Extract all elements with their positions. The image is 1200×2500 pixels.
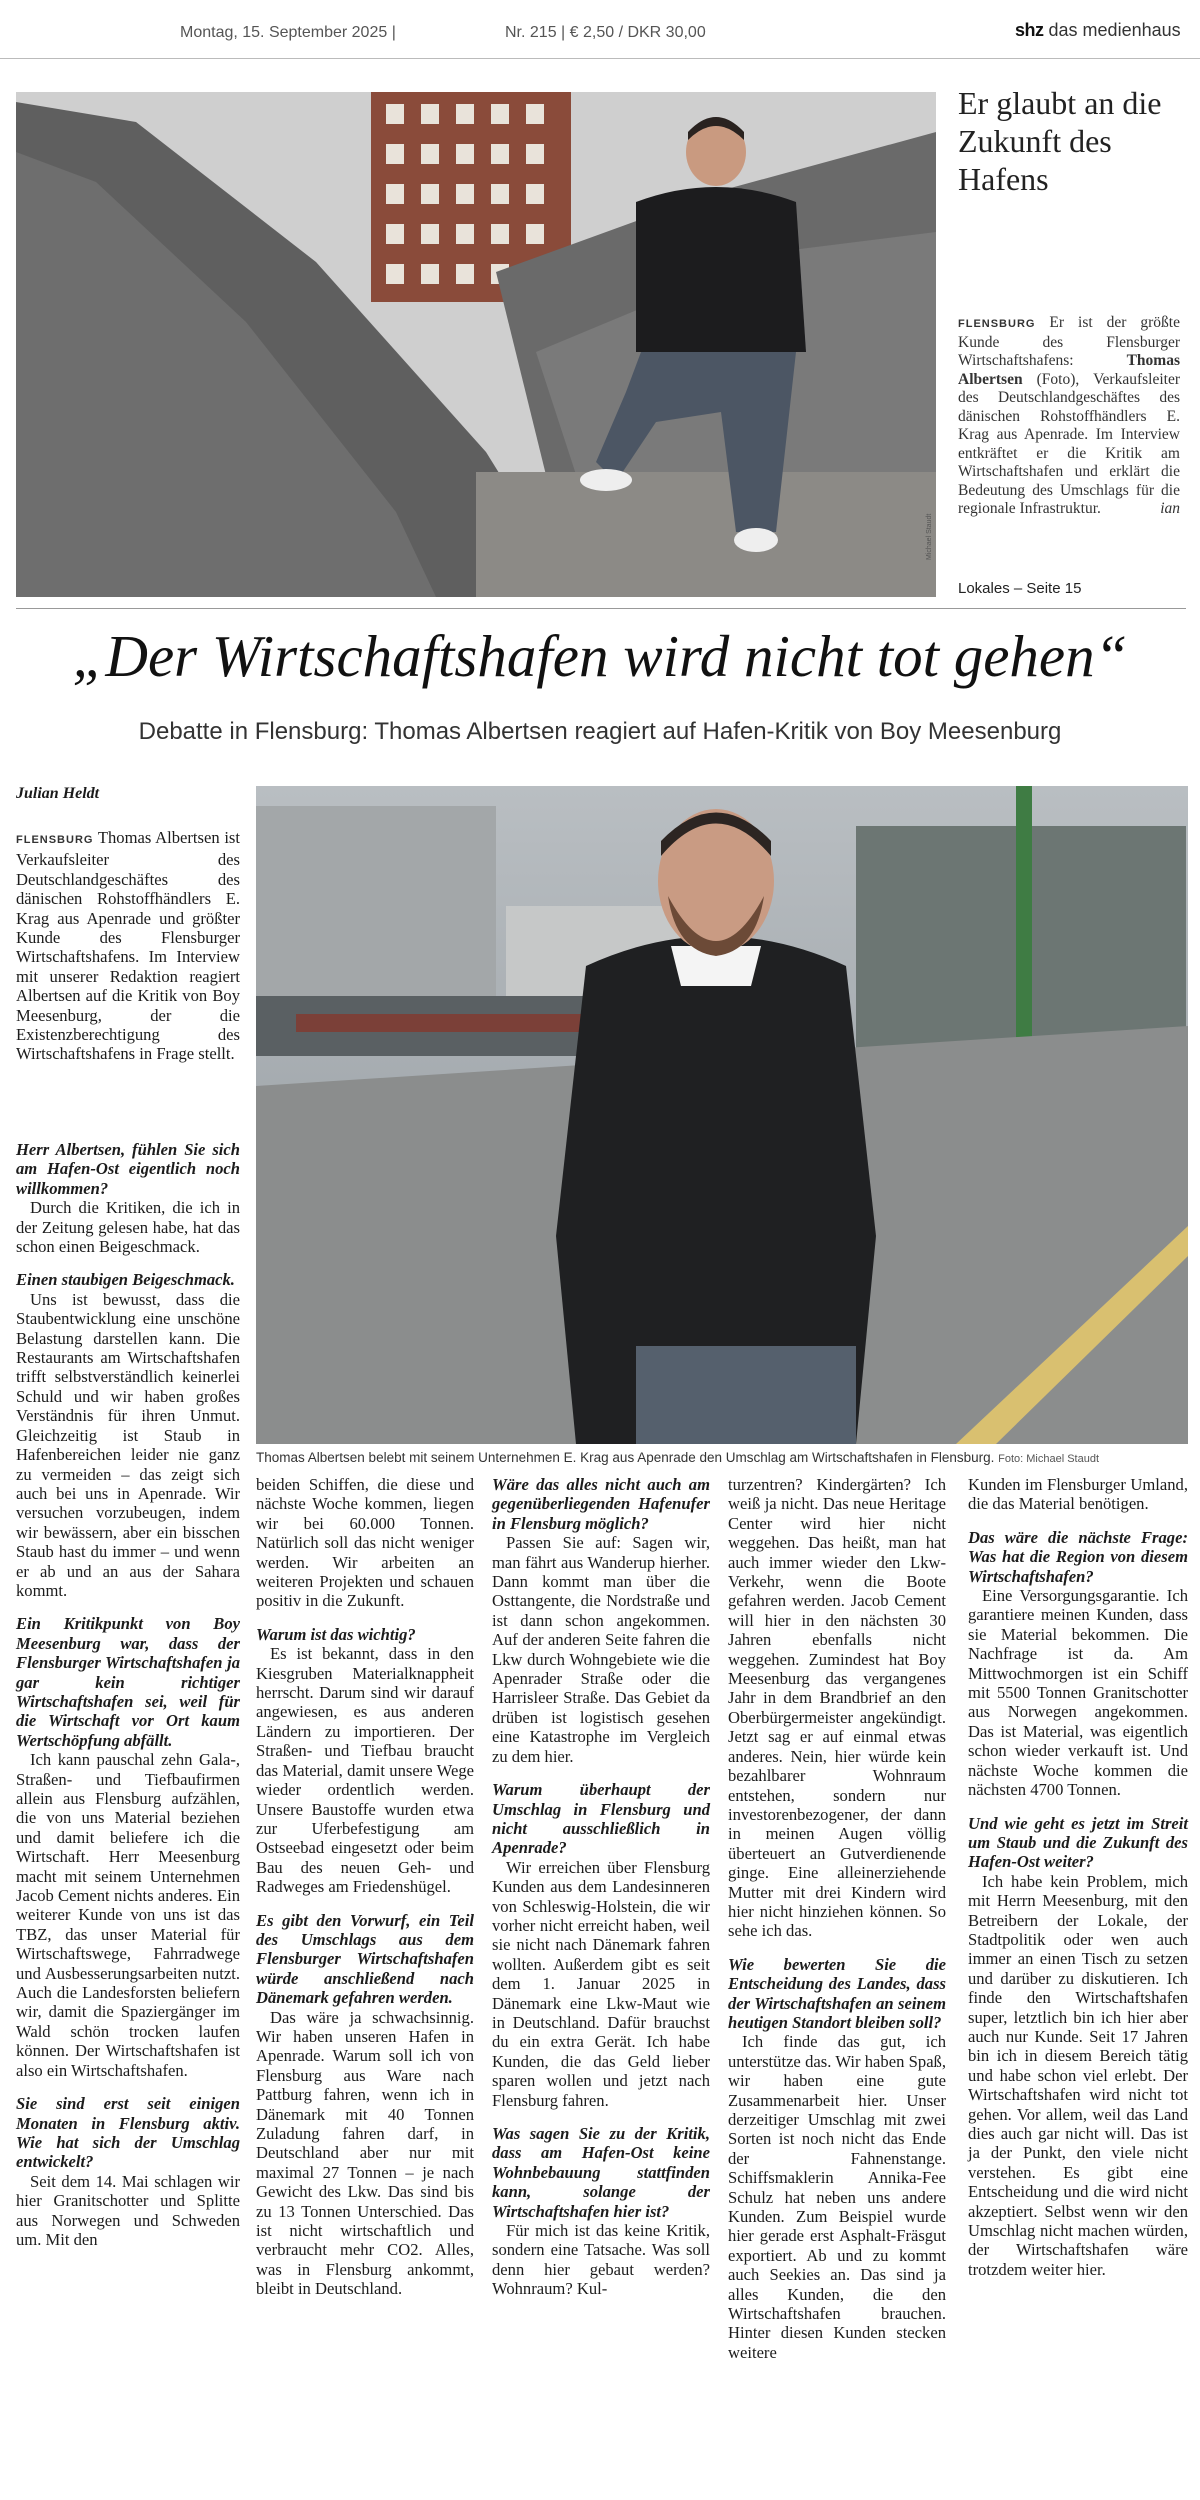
teaser-page-reference[interactable]: Lokales – Seite 15: [958, 580, 1082, 597]
interview-answer: Ich habe kein Problem, mich mit Herrn Meesenburg, mit den Betreibern der Lokale, der Stadtpolitik oder wen auch immer an einen Tisch zu setzen und darüber zu diskutieren. Ich finde den Wirtschaftshafen super, letztlich bin ich hier aber auch nur Kunde. Seit 17 Jahren bin ich in diesem Bereich tätig und habe schon viel erlebt. Der Wirtschaftshafen wird nicht tot gehen. Vor allem, weil das Land dies auch gar nicht will. Das ist ja der Punkt, den viele nicht verstehen. Es gibt eine Entscheidung und die wird nicht akzeptiert. Selbst wenn wir den Umschlag nicht machen würden, der Wirtschaftshafen wäre trotzdem weiter hier.: [968, 1871, 1188, 2279]
article-column-1: [16, 828, 240, 1064]
masthead: [0, 0, 1200, 59]
interview-answer: Seit dem 14. Mai schlagen wir hier Granitschotter und Splitte aus Norwegen und Schweden um. Mit den: [16, 2171, 240, 2249]
publisher-logo[interactable]: [1015, 20, 1181, 41]
interview-answer: Uns ist bewusst, dass die Staubentwicklung eine unschöne Belastung darstellen kann. Die Restaurants am Wirtschaftshafen trifft selbstverständlich keinerlei Schuld und wir haben großes Verständnis für ihren Unmut. Gleichzeitig ist Staub in Hafenbereichen leider nie ganz zu vermeiden – das zeigt sich auch bei uns in Apenrade. Wir versuchen vorzubeugen, indem wir bewässern, aber ein bisschen Staub hast du immer – und wenn er ab und an aus der Sahara kommt.: [16, 1289, 240, 1600]
interview-answer: Passen Sie auf: Sagen wir, man fährt aus Wanderup hierher. Dann kommt man über die Osttangente, die Nordstraße und ist dann schon angekommen. Auf der anderen Seite fahren die Lkw durch Wohngebiete wie die Apenrader Straße oder die Harrisleer Straße. Das Gebiet da drüben ist logistisch gesehen eine Katastrophe im Vergleich zu dem hier.: [492, 1533, 710, 1766]
teaser-photo: [16, 92, 936, 597]
photo-credit: Foto: Michael Staudt: [998, 1453, 1100, 1465]
article-column-1-cont: [16, 1126, 240, 2249]
interview-question: Und wie geht es jetzt im Streit um Staub und die Zukunft des Hafen-Ost weiter?: [968, 1813, 1188, 1872]
interview-question: Warum ist das wichtig?: [256, 1624, 416, 1644]
issue-date: Montag, 15. September 2025 |: [180, 24, 396, 41]
article-location: FLENSBURG: [16, 834, 94, 846]
article-headline: „Der Wirtschaftshafen wird nicht tot gehen“: [72, 623, 1128, 689]
interview-answer: Wir erreichen über Flensburg Kunden aus dem Landesinneren von Schleswig-Holstein, die wir vorher nicht erreicht haben, weil sie nicht nach Dänemark fahren wollten. Außerdem gibt es seit dem 1. Januar 2025 in Dänemark eine Lkw-Maut wie in Deutschland. Dafür brauchst du ein extra Gerät. Ich habe Kunden, die das Geld lieber sparen wollen und jetzt nach Flensburg fahren.: [492, 1857, 710, 2110]
article-column-4: [728, 1475, 946, 2362]
article-intro: FLENSBURG Thomas Albertsen ist Verkaufsleiter des Deutschlandgeschäftes des dänischen Rohstoffhändlers E. Krag aus Apenrade und größter Kunde des Flensburger Wirtschaftshafens. Im Interview mit unserer Redaktion reagiert Albertsen auf die Kritik von Boy Meesenburg, der die Existenzberechtigung des Wirtschaftshafens in Frage stellt.: [16, 828, 240, 1064]
interview-question: Wäre das alles nicht auch am gegenüberliegenden Hafenufer in Flensburg möglich?: [492, 1475, 710, 1533]
interview-answer: Kunden im Flensburger Umland, die das Material benötigen.: [968, 1475, 1188, 1514]
interview-answer: Das wäre ja schwachsinnig. Wir haben unseren Hafen in Apenrade. Warum soll ich von Flensburg aus Ware nach Pattburg fahren, wenn ich in Dänemark mit 40 Tonnen Zuladung fahren darf, in Deutschland aber nur mit maximal 27 Tonnen – je nach Gewicht des Lkw. Das sind bis zu 13 Tonnen Unterschied. Das ist nicht wirtschaftlich und verbraucht mehr CO2. Alles, was in Flensburg ankommt, bleibt in Deutschland.: [256, 2007, 474, 2299]
article-main-photo: [256, 786, 1188, 1444]
section-divider: [16, 608, 1186, 609]
photo-caption: [256, 1450, 1188, 1465]
teaser-text-pre: Er ist der größte Kunde des Flensburger Wirtschaftshafens:: [958, 314, 1180, 369]
photo-caption-text: Thomas Albertsen belebt mit seinem Unternehmen E. Krag aus Apenrade den Umschlag am Wirtschaftshafen in Flensburg.: [256, 1450, 995, 1465]
article-column-5: [968, 1475, 1188, 2279]
teaser-location: FLENSBURG: [958, 318, 1036, 330]
interview-question: Es gibt den Vorwurf, ein Teil des Umschlags aus dem Flensburger Wirtschaftshafen würde anschließend nach Dänemark gefahren werden.: [256, 1910, 474, 2008]
issue-number-price: Nr. 215 | € 2,50 / DKR 30,00: [505, 24, 706, 41]
interview-question: Sie sind erst seit einigen Monaten in Flensburg aktiv. Wie hat sich der Umschlag entwickelt?: [16, 2094, 240, 2172]
interview-question: Warum überhaupt der Umschlag in Flensburg und nicht ausschließlich in Apenrade?: [492, 1780, 710, 1858]
interview-answer: beiden Schiffen, die diese und nächste Woche kommen, liegen wir bei 60.000 Tonnen. Natürlich soll das nicht weniger werden. Wir arbeiten an weiteren Projekten und schauen positiv in die Zukunft.: [256, 1475, 474, 1611]
article-author: Julian Heldt: [16, 785, 100, 802]
teaser-photo-credit: Michael Staudt: [926, 513, 933, 560]
teaser-person-name: Thomas Albertsen: [958, 352, 1180, 388]
teaser-body: [958, 314, 1180, 519]
article-column-3: [492, 1475, 710, 2299]
teaser-headline[interactable]: Er glaubt an die Zukunft des Hafens: [958, 85, 1162, 197]
publisher-logo-suffix: das medienhaus: [1048, 20, 1181, 40]
interview-question: Das wäre die nächste Frage: Was hat die Region von diesem Wirtschaftshafen?: [968, 1527, 1188, 1586]
interview-answer: Ich kann pauschal zehn Gala-, Straßen- und Tiefbaufirmen allein aus Flensburg aufzählen, die von uns Material beziehen und damit beliefere ich die Wirtschaft. Herr Meesenburg macht mit seinem Unternehmen Jacob Cement nichts anderes. Ein weiterer Kunde von uns ist das TBZ, das unser Material für Wirtschaftswege, Fahrradwege und Ausbesserungsarbeiten nutzt. Auch die Landesforsten beliefern wir, damit die Spaziergänger im Wald schön trocken laufen können. Der Wirtschaftshafen ist also ein Wirtschaftshafen.: [16, 1750, 240, 2080]
interview-question: Einen staubigen Beigeschmack.: [16, 1270, 235, 1290]
teaser-text-post: (Foto), Verkaufsleiter des Deutschlandgeschäftes des dänischen Rohstoffhändlers E. Krag aus Apenrade. Im Interview entkräftet er die Kritik am Wirtschaftshafen und erklärt die Bedeutung des Umschlags für die regionale Infrastruktur.: [958, 370, 1180, 517]
interview-answer: Ich finde das gut, ich unterstütze das. Wir haben Spaß, wir haben eine gute Zusammenarbeit hier. Unser derzeitiger Umschlag mit zwei Sorten ist noch nicht das Ende der Fahnenstange. Schiffsmaklerin Annika-Fee Schulz hat neben uns andere Kunden. Zum Beispiel wurde hier gerade erst Asphalt-Fräsgut exportiert. Ab und zu kommt auch Seekies an. Das sind ja alles Kunden, die den Wirtschaftshafen brauchen. Hinter diesen Kunden stecken weitere: [728, 2032, 946, 2362]
interview-question: Herr Albertsen, fühlen Sie sich am Hafen-Ost eigentlich noch willkommen?: [16, 1140, 240, 1198]
interview-question: Was sagen Sie zu der Kritik, dass am Hafen-Ost keine Wohnbebauung stattfinden kann, solange der Wirtschaftshafen hier ist?: [492, 2124, 710, 2221]
interview-answer: Es ist bekannt, dass in den Kiesgruben Materialknappheit herrscht. Darum sind wir darauf angewiesen, es aus anderen Ländern zu importieren. Der Straßen- und Tiefbau braucht das Material, damit unsere Wege wieder ordentlich werden. Unsere Baustoffe wurden etwa zur Uferbefestigung am Ostseebad eingesetzt oder beim Bau des neuen Geh- und Radweges am Friedenshügel.: [256, 1644, 474, 1897]
article-subline: Debatte in Flensburg: Thomas Albertsen reagiert auf Hafen-Kritik von Boy Meesenburg: [138, 718, 1062, 745]
article-column-2: [256, 1475, 474, 2299]
interview-answer: Für mich ist das keine Kritik, sondern eine Tatsache. Was soll denn hier gebaut werden? Wohnraum? Kul-: [492, 2221, 710, 2299]
teaser-author: ian: [1160, 500, 1180, 517]
interview-question: Wie bewerten Sie die Entscheidung des Landes, dass der Wirtschaftshafen an seinem heutigen Standort bleiben soll?: [728, 1954, 946, 2032]
interview-question: Ein Kritikpunkt von Boy Meesenburg war, dass der Flensburger Wirtschaftshafen ja gar kein richtiger Wirtschaftshafen sei, weil für die Wirtschaft vor Ort kaum Wertschöpfung abfällt.: [16, 1614, 240, 1750]
interview-answer: Durch die Kritiken, die ich in der Zeitung gelesen habe, hat das schon einen Beigeschmack.: [16, 1198, 240, 1257]
publisher-logo-mark: shz: [1015, 20, 1044, 40]
interview-answer: turzentren? Kindergärten? Ich weiß ja nicht. Das neue Heritage Center wird hier nicht weggehen. Das heißt, man hat auch immer wieder den Lkw-Verkehr, wenn die Boote gefahren werden. Jacob Cement will hier in den nächsten 30 Jahren ebenfalls nicht weggehen. Zumindest hat Boy Meesenburg das vergangenes Jahr in dem Brandbrief an den Oberbürgermeister angekündigt. Jetzt sag er auf einmal etwas anderes. Nein, hier würde kein bezahlbarer Wohnraum entstehen, sondern nur investorenbezogener, der dann in meinen Augen völlig überteuert an Gutverdienende ginge. Eine alleinerziehende Mutter mit drei Kindern wird hier nicht hinziehen können. So sehe ich das.: [728, 1475, 946, 1941]
interview-answer: Eine Versorgungsgarantie. Ich garantiere meinen Kunden, dass sie Material bekommen. Die Nachfrage ist da. Am Mittwochmorgen ist ein Schiff mit 5500 Tonnen Granitschotter aus Norwegen angekommen. Das ist Material, was eigentlich schon wieder verkauft ist. Und nächste Woche kommen die nächsten 4700 Tonnen.: [968, 1586, 1188, 1800]
